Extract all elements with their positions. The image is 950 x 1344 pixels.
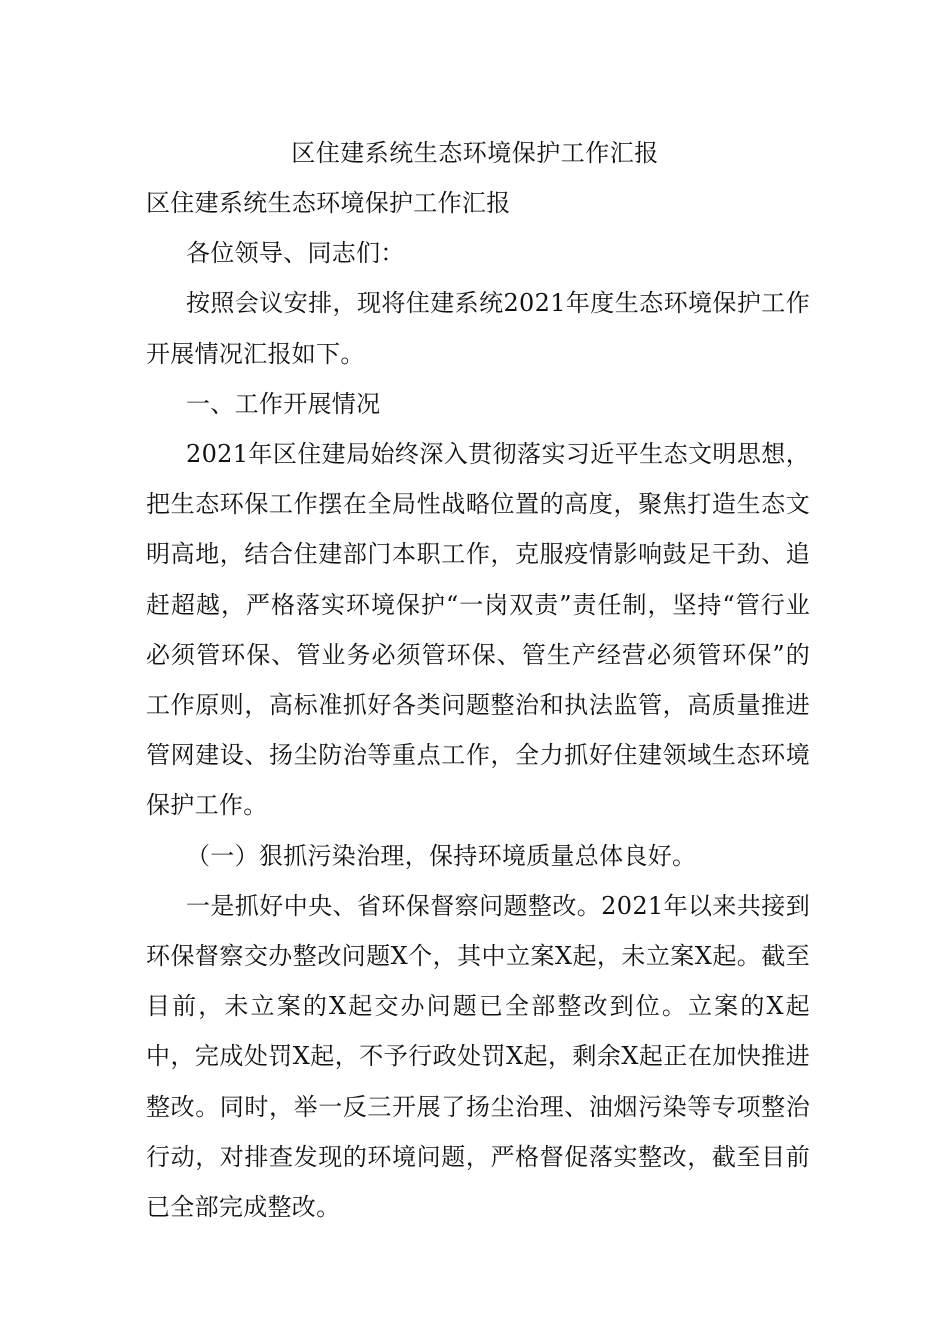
subsection-heading: （一）狠抓污染治理，保持环境质量总体良好。 xyxy=(186,841,697,870)
section-body-paragraph: 2021年区住建局始终深入贯彻落实习近平生态文明思想，把生态环保工作摆在全局性战略位置的高度，聚焦打造生态文明高地，结合住建部门本职工作，克服疫情影响鼓足干劲、追赶超越，严格落实环境保护“一岗双责”责任制，坚持“管行业必须管环保、管业务必须管环保、管生产经营必须管环保”的工作原则，高标准抓好各类问题整治和执法监管，高质量推进管网建设、扬尘防治等重点工作，全力抓好住建领域生态环境保护工作。 xyxy=(146,440,810,820)
section-heading: 一、工作开展情况 xyxy=(186,389,381,418)
document-title: 区住建系统生态环境保护工作汇报 xyxy=(291,139,659,167)
greeting-paragraph: 各位领导、同志们： xyxy=(186,239,405,268)
intro-paragraph: 按照会议安排，现将住建系统2021年度生态环境保护工作开展情况汇报如下。 xyxy=(146,289,810,368)
subsection-body-paragraph: 一是抓好中央、省环保督察问题整改。2021年以来共接到环保督察交办整改问题X个，其中立案X起，未立案X起。截至目前，未立案的X起交办问题已全部整改到位。立案的X起中，完成处罚X起，不予行政处罚X起，剩余X起正在加快推进整改。同时，举一反三开展了扬尘治理、油烟污染等专项整治行动，对排查发现的环境问题，严格督促落实整改，截至目前已全部完成整改。 xyxy=(146,891,810,1222)
document-subtitle: 区住建系统生态环境保护工作汇报 xyxy=(146,189,511,217)
document-body xyxy=(146,178,810,1232)
